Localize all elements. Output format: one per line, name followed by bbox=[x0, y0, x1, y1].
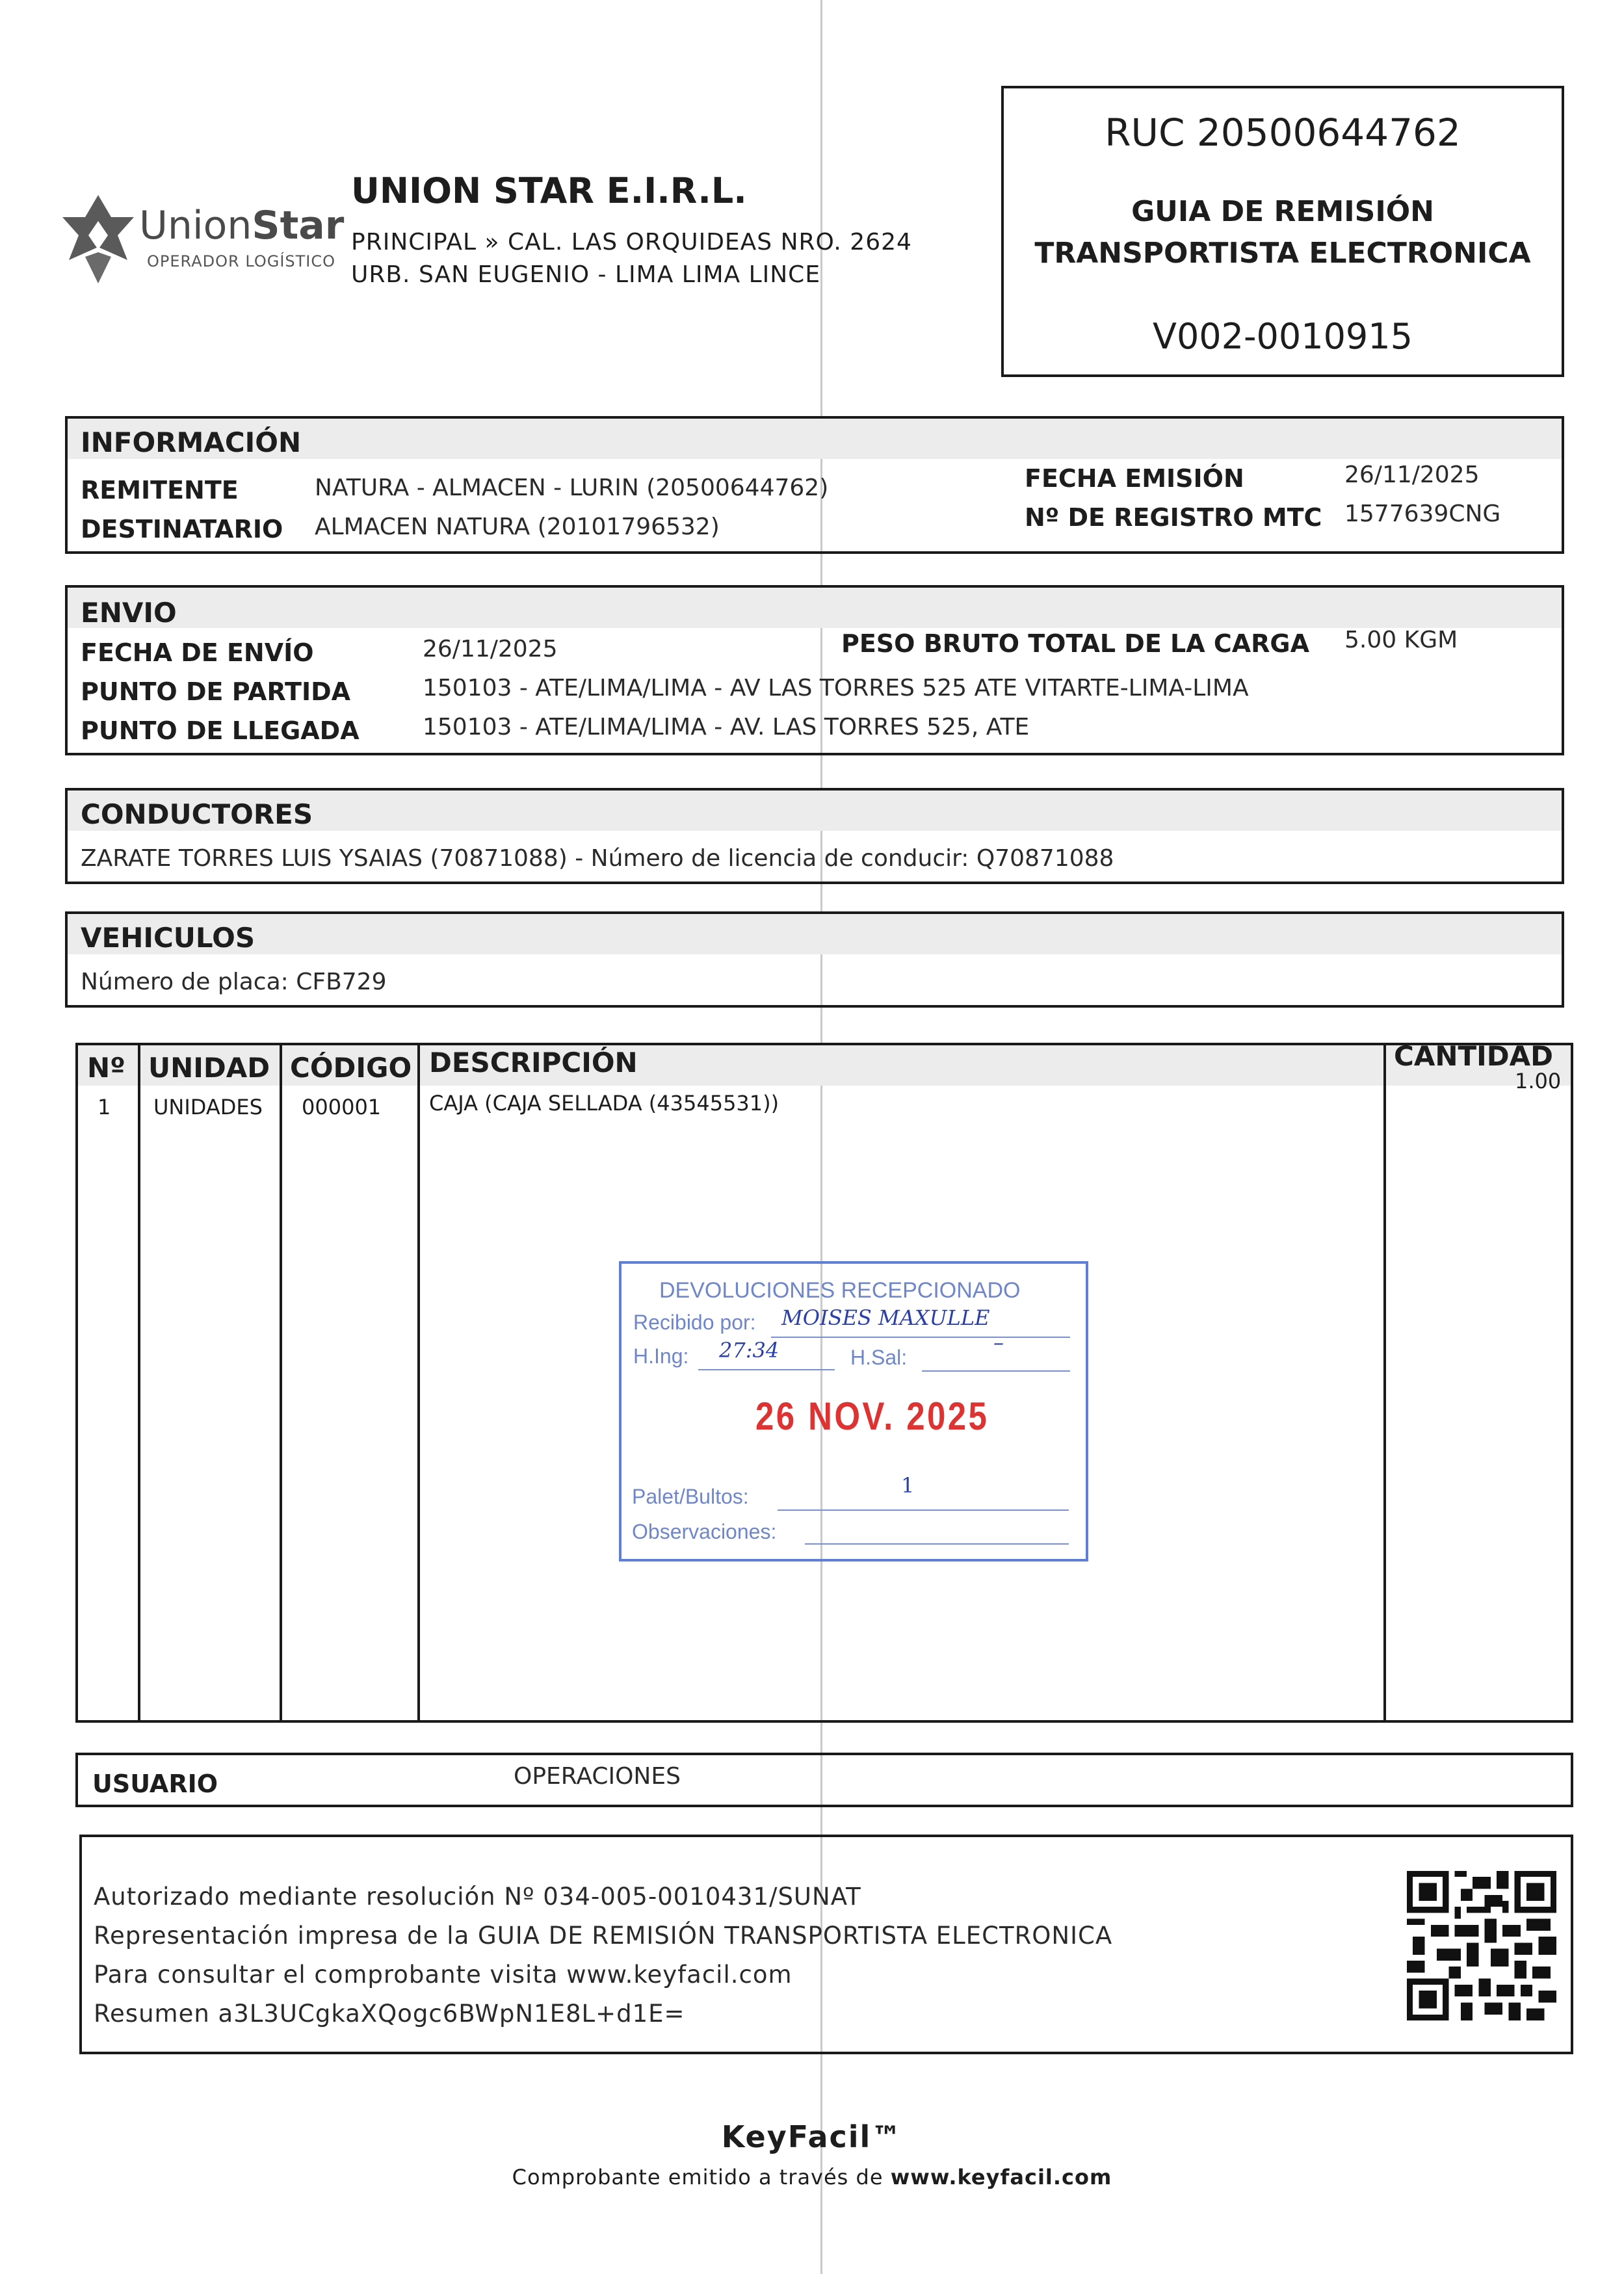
stamp-hing-label: H.Ing: bbox=[633, 1344, 689, 1368]
punto-partida-value: 150103 - ATE/LIMA/LIMA - AV LAS TORRES 525 ATE VITARTE-LIMA-LIMA bbox=[423, 675, 1249, 701]
column-divider bbox=[417, 1045, 420, 1720]
ruc-box bbox=[1001, 86, 1564, 377]
registro-mtc-label: Nº DE REGISTRO MTC bbox=[1025, 503, 1322, 532]
stamp-obs-label: Observaciones: bbox=[632, 1520, 777, 1543]
informacion-section bbox=[65, 416, 1564, 554]
fecha-emision-label: FECHA EMISIÓN bbox=[1025, 464, 1244, 493]
document-number: V002-0010915 bbox=[1153, 316, 1413, 357]
unionstar-logo-icon bbox=[62, 195, 134, 283]
company-name: UNION STAR E.I.R.L. bbox=[351, 170, 747, 211]
logo-wordmark-bold: Star bbox=[252, 203, 345, 248]
vehiculos-title: VEHICULOS bbox=[81, 922, 255, 954]
col-header-numero: Nº bbox=[87, 1052, 125, 1084]
cell-codigo: 000001 bbox=[302, 1095, 382, 1119]
punto-partida-label: PUNTO DE PARTIDA bbox=[81, 677, 351, 706]
cell-cantidad: 1.00 bbox=[1515, 1069, 1562, 1093]
authorization-box bbox=[79, 1835, 1573, 2054]
authorization-line2: Representación impresa de la GUIA DE REMISIÓN TRANSPORTISTA ELECTRONICA bbox=[94, 1922, 1113, 1950]
destinatario-value: ALMACEN NATURA (20101796532) bbox=[315, 514, 720, 540]
cell-unidad: UNIDADES bbox=[153, 1095, 263, 1119]
cell-descripcion: CAJA (CAJA SELLADA (43545531)) bbox=[429, 1091, 779, 1116]
logo-wordmark bbox=[139, 203, 344, 248]
col-header-unidad: UNIDAD bbox=[148, 1052, 270, 1084]
remitente-value: NATURA - ALMACEN - LURIN (20500644762) bbox=[315, 475, 829, 501]
doc-type-line1: GUIA DE REMISIÓN bbox=[1131, 195, 1434, 228]
stamp-hsal-label: H.Sal: bbox=[850, 1346, 908, 1369]
conductores-title: CONDUCTORES bbox=[81, 798, 313, 830]
keyfacil-link[interactable]: www.keyfacil.com bbox=[890, 2165, 1112, 2189]
logo-wordmark-light: Union bbox=[139, 203, 252, 248]
keyfacil-caption-prefix: Comprobante emitido a través de bbox=[512, 2165, 891, 2189]
placa-value: Número de placa: CFB729 bbox=[81, 969, 387, 995]
stamp-recibido-label: Recibido por: bbox=[633, 1311, 756, 1334]
peso-bruto-value: 5.00 KGM bbox=[1344, 627, 1458, 653]
authorization-line4: Resumen a3L3UCgkaXQogc6BWpN1E8L+d1E= bbox=[94, 2000, 685, 2028]
fecha-emision-value: 26/11/2025 bbox=[1344, 462, 1480, 488]
stamp-underline bbox=[698, 1369, 835, 1370]
fecha-envio-label: FECHA DE ENVÍO bbox=[81, 638, 314, 667]
stamp-recibido-value: MOISES MAXULLE bbox=[781, 1305, 990, 1330]
ruc-number: RUC 20500644762 bbox=[1105, 111, 1461, 155]
conductores-section bbox=[65, 788, 1564, 884]
envio-title: ENVIO bbox=[81, 597, 177, 629]
registro-mtc-value: 1577639CNG bbox=[1344, 501, 1501, 527]
section-header-band bbox=[68, 914, 1562, 954]
column-divider bbox=[280, 1045, 282, 1720]
authorization-line1: Autorizado mediante resolución Nº 034-005-0010431/SUNAT bbox=[94, 1883, 861, 1911]
stamp-title: DEVOLUCIONES RECEPCIONADO bbox=[659, 1278, 1021, 1303]
col-header-codigo: CÓDIGO bbox=[290, 1052, 412, 1084]
authorization-line3: Para consultar el comprobante visita www.keyfacil.com bbox=[94, 1961, 792, 1989]
fecha-envio-value: 26/11/2025 bbox=[423, 636, 558, 662]
keyfacil-brand: KeyFacil™ bbox=[721, 2119, 903, 2154]
vehiculos-section bbox=[65, 911, 1564, 1008]
stamp-underline bbox=[771, 1337, 1070, 1338]
cell-numero: 1 bbox=[98, 1095, 111, 1119]
company-address-line1: PRINCIPAL » CAL. LAS ORQUIDEAS NRO. 2624 bbox=[351, 229, 912, 255]
peso-bruto-label: PESO BRUTO TOTAL DE LA CARGA bbox=[841, 629, 1310, 658]
usuario-value: OPERACIONES bbox=[514, 1763, 681, 1790]
col-header-descripcion: DESCRIPCIÓN bbox=[429, 1047, 638, 1078]
stamp-underline bbox=[922, 1370, 1070, 1372]
stamp-palet-value: 1 bbox=[901, 1473, 915, 1498]
usuario-label: USUARIO bbox=[92, 1770, 218, 1798]
stamp-hsal-value: – bbox=[993, 1330, 1004, 1355]
col-header-cantidad: CANTIDAD bbox=[1394, 1040, 1553, 1072]
usuario-section bbox=[75, 1753, 1573, 1807]
informacion-title: INFORMACIÓN bbox=[81, 426, 302, 458]
stamp-hing-value: 27:34 bbox=[719, 1338, 779, 1363]
qr-code-icon bbox=[1407, 1871, 1556, 2020]
stamp-underline bbox=[778, 1509, 1069, 1511]
doc-type-line2: TRANSPORTISTA ELECTRONICA bbox=[1034, 237, 1531, 270]
keyfacil-caption bbox=[0, 2165, 1624, 2189]
company-address-line2: URB. SAN EUGENIO - LIMA LIMA LINCE bbox=[351, 261, 821, 288]
reception-stamp bbox=[619, 1261, 1088, 1562]
remitente-label: REMITENTE bbox=[81, 476, 239, 504]
envio-section bbox=[65, 585, 1564, 755]
punto-llegada-value: 150103 - ATE/LIMA/LIMA - AV. LAS TORRES 525, ATE bbox=[423, 714, 1030, 740]
stamp-date: 26 NOV. 2025 bbox=[755, 1394, 989, 1438]
punto-llegada-label: PUNTO DE LLEGADA bbox=[81, 716, 360, 745]
section-header-band bbox=[68, 588, 1562, 628]
column-divider bbox=[138, 1045, 140, 1720]
stamp-palet-label: Palet/Bultos: bbox=[632, 1485, 749, 1508]
stamp-underline bbox=[805, 1543, 1069, 1545]
destinatario-label: DESTINATARIO bbox=[81, 515, 283, 543]
conductor-value: ZARATE TORRES LUIS YSAIAS (70871088) - Número de licencia de conducir: Q70871088 bbox=[81, 845, 1114, 872]
logo-subtitle: OPERADOR LOGÍSTICO bbox=[147, 252, 336, 270]
column-divider bbox=[1383, 1045, 1386, 1720]
